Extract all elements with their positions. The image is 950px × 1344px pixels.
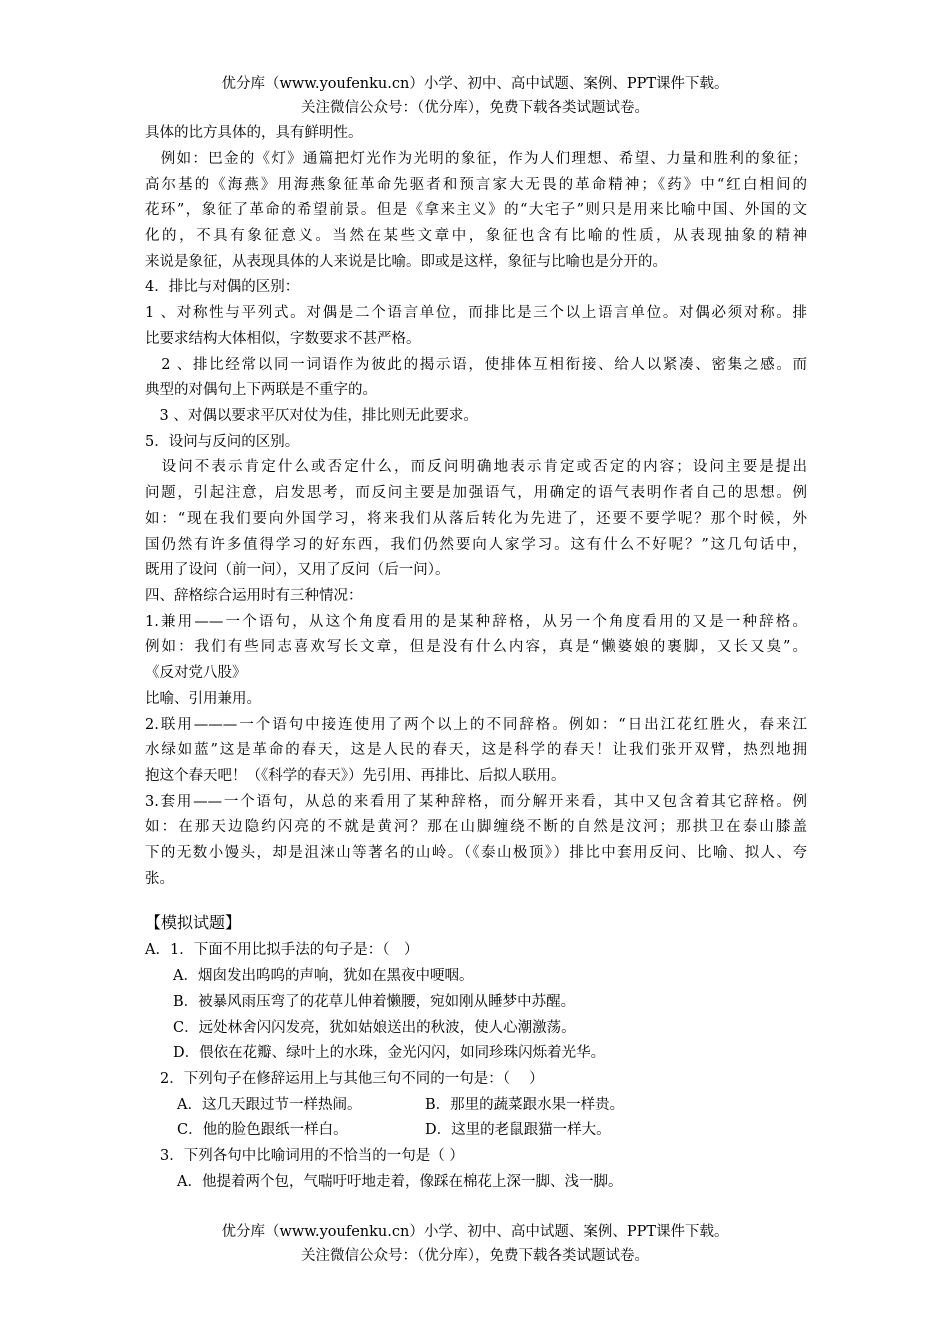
header-line-1: 优分库（www.youfenku.cn）小学、初中、高中试题、案例、PPT课件下载。 — [221, 76, 729, 92]
body-line: 四、辞格综合运用时有三种情况： — [145, 588, 363, 604]
question-option: A．烟囱发出呜呜的声响，犹如在黑夜中哽咽。 — [173, 968, 474, 984]
body-line: 张。 — [145, 871, 174, 887]
question-option: D．偎依在花瓣、绿叶上的水珠，金光闪闪，如同珍珠闪烁着光华。 — [173, 1045, 606, 1061]
body-line: 3.套用——一个语句，从总的来看用了某种辞格，而分解开来看，其中又包含着其它辞格。例 — [145, 794, 807, 810]
question-option: D．这里的老鼠跟猫一样大。 — [425, 1122, 611, 1138]
body-line: 比喻、引用兼用。 — [145, 691, 261, 707]
question: A．1．下面不用比拟手法的句子是：（ ） — [145, 942, 419, 958]
body-line: 4．排比与对偶的区别： — [145, 279, 300, 295]
question: 3．下列各句中比喻词用的不恰当的一句是（ ） — [160, 1148, 464, 1164]
body-line: 国仍然有许多值得学习的好东西，我们仍然要向人家学习。这有什么不好呢？”这几句话中， — [145, 537, 807, 553]
body-line: 化的，不具有象征意义。当然在某些文章中，象征也含有比喻的性质，从表现抽象的精神 — [145, 228, 807, 244]
body-line: 典型的对偶句上下两联是不重字的。 — [145, 382, 377, 398]
question-option: B．那里的蔬菜跟水果一样贵。 — [425, 1097, 625, 1113]
question-option: A．这几天跟过节一样热闹。 — [177, 1097, 362, 1113]
body-line: 《反对党八股》 — [145, 665, 247, 681]
body-line: 高尔基的《海燕》用海燕象征革命先驱者和预言家大无畏的革命精神；《药》中“红白相间的 — [145, 177, 807, 193]
body-line: 1 、对称性与平列式。对偶是二个语言单位，而排比是三个以上语言单位。对偶必须对称。排 — [145, 305, 807, 321]
header-line-2: 关注微信公众号：（优分库），免费下载各类试题试卷。 — [301, 100, 649, 116]
question-option: C．远处林舍闪闪发亮，犹如姑娘送出的秋波，使人心潮激荡。 — [173, 1020, 576, 1036]
body-line: 如：“现在我们要向外国学习，将来我们从落后转化为先进了，还要不要学呢？那个时候，外 — [145, 511, 807, 527]
body-line: 设问不表示肯定什么或否定什么，而反问明确地表示肯定或否定的内容；设问主要是提出 — [145, 459, 807, 475]
body-line: 如：在那天边隐约闪亮的不就是黄河？那在山脚缠绕不断的自然是汶河；那拱卫在泰山膝盖 — [145, 819, 807, 835]
body-line: 5．设问与反问的区别。 — [145, 434, 300, 450]
footer-line-2: 关注微信公众号：（优分库），免费下载各类试题试卷。 — [301, 1248, 649, 1264]
body-line: 花环”，象征了革命的希望前景。但是《拿来主义》的“大宅子”则只是用来比喻中国、外国的文 — [145, 202, 807, 218]
body-line: 具体的比方具体的，具有鲜明性。 — [145, 125, 363, 141]
question-option: C．他的脸色跟纸一样白。 — [177, 1122, 348, 1138]
body-line: 1.兼用——一个语句，从这个角度看用的是某种辞格，从另一个角度看用的又是一种辞格。 — [145, 614, 807, 630]
body-line: 下的无数小馒头，却是沮涞山等著名的山岭。（《泰山极顶》）排比中套用反问、比喻、拟人、夸 — [145, 845, 807, 861]
body-line: 2 、排比经常以同一词语作为彼此的揭示语，使排体互相衔接、给人以紧凑、密集之感。而 — [145, 357, 807, 373]
section-title: 【模拟试题】 — [145, 913, 242, 932]
body-line: 2.联用———一个语句中接连使用了两个以上的不同辞格。例如：“日出江花红胜火，春来江 — [145, 717, 807, 733]
question-option: B．被暴风雨压弯了的花草儿伸着懒腰，宛如刚从睡梦中苏醒。 — [173, 994, 576, 1010]
body-line: 水绿如蓝”这是革命的春天，这是人民的春天，这是科学的春天！让我们张开双臂，热烈地拥 — [145, 742, 807, 758]
body-line: 来说是象征，从表现具体的人来说是比喻。即或是这样，象征与比喻也是分开的。 — [145, 254, 667, 270]
question: 2．下列句子在修辞运用上与其他三句不同的一句是：（ ） — [160, 1071, 544, 1087]
body-line: 3 、对偶以要求平仄对仗为佳，排比则无此要求。 — [145, 408, 478, 424]
footer-line-1: 优分库（www.youfenku.cn）小学、初中、高中试题、案例、PPT课件下载。 — [221, 1224, 729, 1240]
body-line: 例如：巴金的《灯》通篇把灯光作为光明的象征，作为人们理想、希望、力量和胜利的象征； — [145, 151, 807, 167]
body-line: 抱这个春天吧！（《科学的春天》）先引用、再排比、后拟人联用。 — [145, 768, 566, 784]
body-line: 既用了设问（前一问），又用了反问（后一问）。 — [145, 562, 450, 578]
body-line: 问题，引起注意，启发思考，而反问主要是加强语气，用确定的语气表明作者自己的思想。例 — [145, 485, 807, 501]
question-option: A．他提着两个包，气喘吁吁地走着，像踩在棉花上深一脚、浅一脚。 — [177, 1174, 623, 1190]
body-line: 例如：我们有些同志喜欢写长文章，但是没有什么内容，真是“懒婆娘的裹脚，又长又臭”。 — [145, 639, 807, 655]
body-line: 比要求结构大体相似，字数要求不甚严格。 — [145, 331, 421, 347]
